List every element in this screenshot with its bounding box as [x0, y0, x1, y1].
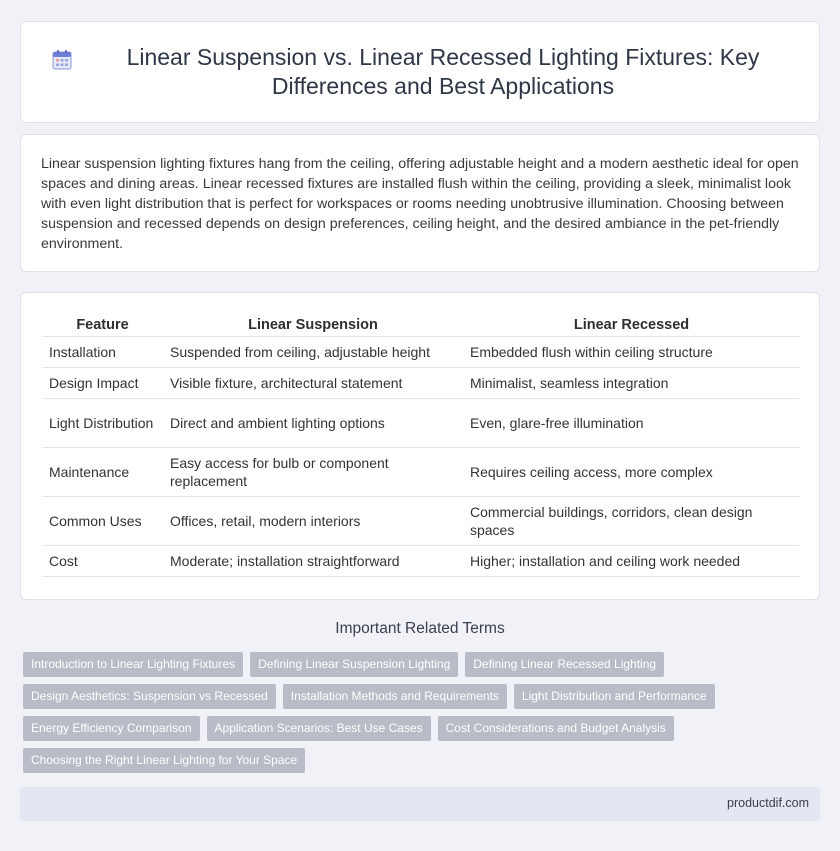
table-cell-feature: Light Distribution	[43, 399, 162, 448]
related-terms-list	[23, 652, 823, 780]
tag-row	[23, 652, 823, 678]
table-cell-suspension: Easy access for bulb or component replacement	[162, 448, 462, 497]
intro-paragraph: Linear suspension lighting fixtures hang from the ceiling, offering adjustable height and a modern aesthetic ideal for open spaces and dining areas. Linear recessed fixtures are installed flush within the ceiling, providing a sleek, minimalist look with even light distribution that is perfect for workspaces or rooms needing unobtrusive illumination. Choosing between suspension and recessed depends on design preferences, ceiling height, and the desired ambiance in the pet-friendly environment.	[41, 156, 799, 252]
related-term-tag[interactable]: Introduction to Linear Lighting Fixtures	[23, 652, 243, 677]
table-cell-recessed: Minimalist, seamless integration	[462, 368, 799, 399]
title-card	[20, 21, 820, 123]
table-cell-feature: Cost	[43, 546, 162, 577]
table-cell-feature: Maintenance	[43, 448, 162, 497]
table-header-row	[43, 313, 799, 337]
table-row	[43, 546, 799, 577]
table-row	[43, 399, 799, 448]
table-row	[43, 337, 799, 368]
table-row	[43, 368, 799, 399]
related-term-tag[interactable]: Installation Methods and Requirements	[283, 684, 507, 709]
comparison-table-card	[20, 292, 820, 600]
related-term-tag[interactable]: Energy Efficiency Comparison	[23, 716, 200, 741]
comparison-table	[43, 313, 799, 577]
table-cell-suspension: Offices, retail, modern interiors	[162, 497, 462, 546]
table-cell-feature: Installation	[43, 337, 162, 368]
table-cell-recessed: Higher; installation and ceiling work needed	[462, 546, 799, 577]
table-cell-recessed: Even, glare-free illumination	[462, 399, 799, 448]
related-term-tag[interactable]: Design Aesthetics: Suspension vs Recessed	[23, 684, 276, 709]
table-row	[43, 448, 799, 497]
related-term-tag[interactable]: Defining Linear Suspension Lighting	[250, 652, 458, 677]
table-cell-suspension: Moderate; installation straightforward	[162, 546, 462, 577]
page-title: Linear Suspension vs. Linear Recessed Lighting Fixtures: Key Differences and Best Applications	[126, 44, 760, 99]
table-header-recessed: Linear Recessed	[462, 313, 799, 337]
tag-row	[23, 748, 823, 774]
footer	[20, 787, 820, 821]
related-term-tag[interactable]: Application Scenarios: Best Use Cases	[207, 716, 431, 741]
related-term-tag[interactable]: Light Distribution and Performance	[514, 684, 715, 709]
tag-row	[23, 684, 823, 710]
calendar-icon	[51, 49, 73, 71]
table-cell-recessed: Embedded flush within ceiling structure	[462, 337, 799, 368]
table-cell-feature: Design Impact	[43, 368, 162, 399]
table-cell-suspension: Direct and ambient lighting options	[162, 399, 462, 448]
table-cell-feature: Common Uses	[43, 497, 162, 546]
table-header-suspension: Linear Suspension	[162, 313, 462, 337]
related-term-tag[interactable]: Defining Linear Recessed Lighting	[465, 652, 664, 677]
related-terms-title: Important Related Terms	[335, 620, 505, 637]
table-cell-suspension: Suspended from ceiling, adjustable height	[162, 337, 462, 368]
table-header-feature: Feature	[43, 313, 162, 337]
table-cell-suspension: Visible fixture, architectural statement	[162, 368, 462, 399]
related-term-tag[interactable]: Choosing the Right Linear Lighting for Your Space	[23, 748, 305, 773]
table-cell-recessed: Commercial buildings, corridors, clean design spaces	[462, 497, 799, 546]
title-wrap	[21, 43, 819, 101]
footer-site-link[interactable]: productdif.com	[727, 796, 809, 810]
related-term-tag[interactable]: Cost Considerations and Budget Analysis	[438, 716, 674, 741]
intro-card	[20, 134, 820, 272]
table-cell-recessed: Requires ceiling access, more complex	[462, 448, 799, 497]
table-row	[43, 497, 799, 546]
tag-row	[23, 716, 823, 742]
